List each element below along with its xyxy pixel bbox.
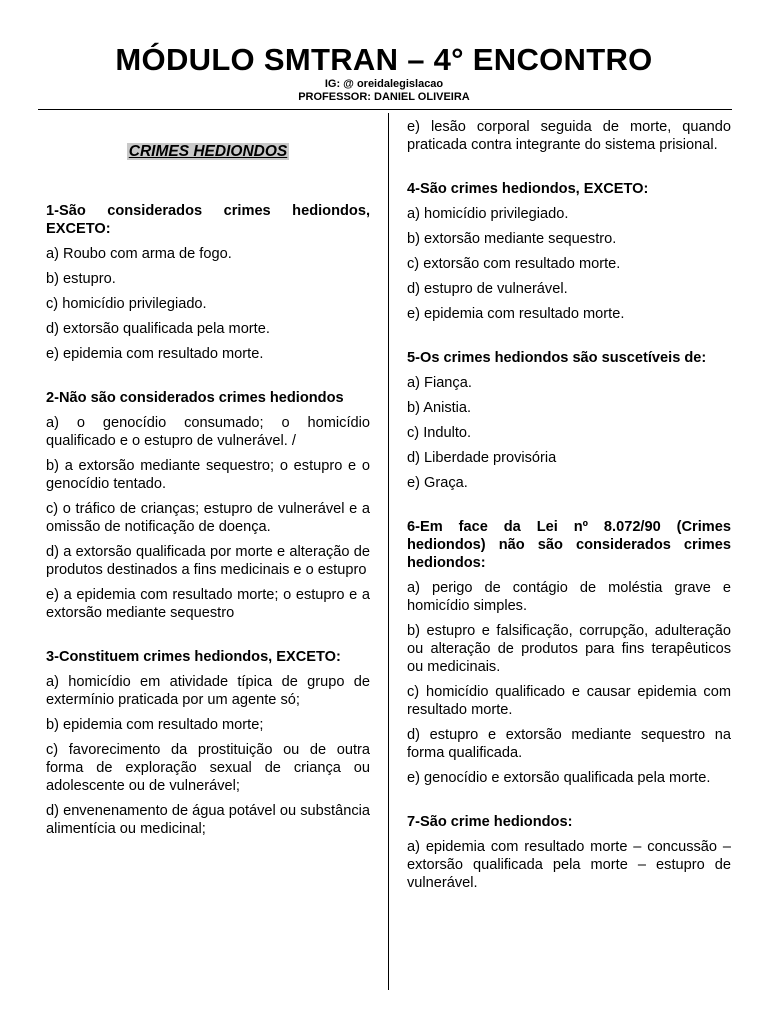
answer-option: b) Anistia.: [407, 400, 472, 416]
question-text: 2-Não são considerados crimes hediondos: [46, 390, 344, 406]
answer-option: d) a extorsão qualificada por morte e alteração de produtos destinados a fins medicinais e o estupro: [46, 544, 370, 578]
answer-option: e) a epidemia com resultado morte; o estupro e a extorsão mediante sequestro: [46, 587, 370, 621]
page-title: MÓDULO SMTRAN – 4° ENCONTRO: [115, 42, 653, 77]
question-block: [407, 813, 731, 892]
instagram-handle: IG: @ oreidalegislacao: [324, 78, 444, 90]
column-divider: [388, 113, 389, 990]
question-text: 4-São crimes hediondos, EXCETO:: [407, 181, 649, 197]
answer-option: a) epidemia com resultado morte – concussão – extorsão qualificada pela morte – estupro de vulnerável.: [407, 839, 731, 891]
question-block: [407, 118, 731, 154]
right-question-list: [407, 118, 731, 892]
answer-option: a) perigo de contágio de moléstia grave e homicídio simples.: [407, 580, 731, 614]
answer-option: c) homicídio qualificado e causar epidemia com resultado morte.: [407, 684, 731, 718]
question-text: 6-Em face da Lei nº 8.072/90 (Crimes hediondos) não são considerados crimes hediondos:: [407, 519, 731, 571]
question-block: [407, 349, 731, 492]
answer-option: b) a extorsão mediante sequestro; o estupro e o genocídio tentado.: [46, 458, 370, 492]
answer-option: c) extorsão com resultado morte.: [407, 256, 621, 272]
section-title: CRIMES HEDIONDOS: [128, 143, 288, 160]
professor-name: PROFESSOR: DANIEL OLIVEIRA: [298, 91, 470, 103]
answer-option: b) estupro.: [46, 271, 116, 287]
answer-option: b) extorsão mediante sequestro.: [407, 231, 617, 247]
answer-option: d) estupro e extorsão mediante sequestro na forma qualificada.: [407, 727, 731, 761]
answer-option: b) epidemia com resultado morte;: [46, 717, 264, 733]
header-divider: [38, 109, 732, 110]
answer-option: e) genocídio e extorsão qualificada pela morte.: [407, 770, 711, 786]
answer-option: b) estupro e falsificação, corrupção, adulteração ou alteração de produtos para fins terapêuticos ou medicinais.: [407, 623, 731, 675]
right-column: [407, 118, 731, 918]
answer-option: c) Indulto.: [407, 425, 472, 441]
answer-option: c) o tráfico de crianças; estupro de vulnerável e a omissão de notificação de doença.: [46, 501, 370, 535]
answer-option: d) estupro de vulnerável.: [407, 281, 568, 297]
question-block: [46, 648, 370, 838]
question-block: [46, 389, 370, 622]
answer-option: e) lesão corporal seguida de morte, quando praticada contra integrante do sistema prisional.: [407, 119, 731, 153]
answer-option: c) favorecimento da prostituição ou de outra forma de exploração sexual de criança ou adolescente ou de vulnerável;: [46, 742, 370, 794]
question-text: 1-São considerados crimes hediondos, EXCETO:: [46, 203, 370, 237]
left-column: [46, 118, 370, 864]
question-text: 7-São crime hediondos:: [407, 814, 573, 830]
answer-option: e) Graça.: [407, 475, 468, 491]
answer-option: d) Liberdade provisória: [407, 450, 557, 466]
answer-option: d) envenenamento de água potável ou substância alimentícia ou medicinal;: [46, 803, 370, 837]
question-block: [407, 518, 731, 787]
answer-option: a) o genocídio consumado; o homicídio qualificado e o estupro de vulnerável. /: [46, 415, 370, 449]
question-text: 3-Constituem crimes hediondos, EXCETO:: [46, 649, 341, 665]
answer-option: c) homicídio privilegiado.: [46, 296, 207, 312]
answer-option: a) Fiança.: [407, 375, 472, 391]
answer-option: a) homicídio em atividade típica de grupo de extermínio praticada por um agente só;: [46, 674, 370, 708]
question-text: 5-Os crimes hediondos são suscetíveis de:: [407, 350, 707, 366]
left-question-list: [46, 202, 370, 838]
page-header: [0, 42, 768, 104]
answer-option: a) Roubo com arma de fogo.: [46, 246, 232, 262]
answer-option: e) epidemia com resultado morte.: [407, 306, 625, 322]
question-block: [407, 180, 731, 323]
answer-option: d) extorsão qualificada pela morte.: [46, 321, 270, 337]
answer-option: e) epidemia com resultado morte.: [46, 346, 264, 362]
answer-option: a) homicídio privilegiado.: [407, 206, 569, 222]
question-block: [46, 202, 370, 363]
